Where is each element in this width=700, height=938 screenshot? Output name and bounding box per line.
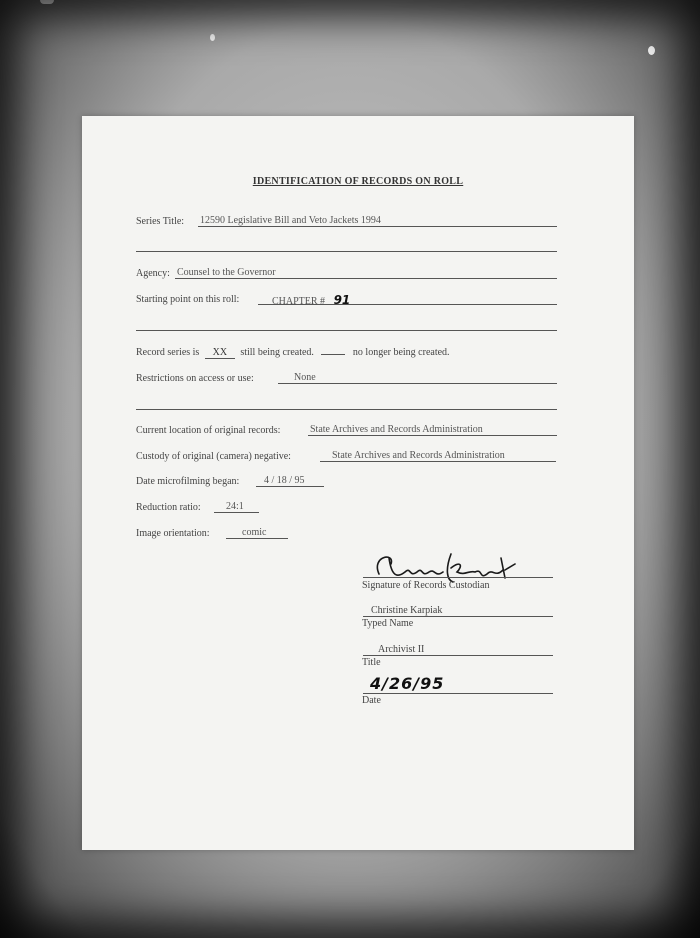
dust-speck xyxy=(648,46,655,55)
date-began-row xyxy=(136,476,239,487)
title-line xyxy=(363,655,553,656)
date-began-label: Date microfilming began: xyxy=(136,476,240,487)
restrictions-row xyxy=(136,373,254,384)
orientation-value: comic xyxy=(226,527,288,539)
title-caption: Title xyxy=(362,657,381,668)
starting-point-row xyxy=(136,294,239,305)
signature-caption: Signature of Records Custodian xyxy=(362,580,490,591)
record-series-prefix: Record series is xyxy=(136,347,200,358)
series-title-row xyxy=(136,216,184,227)
signature-line xyxy=(363,577,553,578)
typed-name-line xyxy=(363,616,553,617)
agency-value: Counsel to the Governor xyxy=(175,267,557,279)
typed-name-value: Christine Karpiak xyxy=(371,605,443,616)
reduction-label: Reduction ratio: xyxy=(136,502,201,513)
agency-row xyxy=(136,268,170,279)
date-line xyxy=(363,693,553,694)
current-location-value: State Archives and Records Administration xyxy=(308,424,557,436)
reduction-value: 24:1 xyxy=(214,501,259,513)
starting-point-handwritten: 91 xyxy=(333,293,351,307)
form-title: IDENTIFICATION OF RECORDS ON ROLL xyxy=(252,176,464,187)
record-series-no-longer: no longer being created. xyxy=(352,347,450,358)
custody-row xyxy=(136,451,291,462)
blank-line xyxy=(136,319,557,331)
custody-label: Custody of original (camera) negative: xyxy=(136,451,291,462)
current-location-row xyxy=(136,425,280,436)
starting-point-value xyxy=(258,293,557,305)
record-series-still: still being created. xyxy=(240,347,314,358)
agency-label: Agency: xyxy=(136,268,170,279)
record-series-mark: XX xyxy=(205,347,235,359)
record-series-row xyxy=(136,347,450,359)
current-location-label: Current location of original records: xyxy=(136,425,281,436)
typed-name-caption: Typed Name xyxy=(362,618,414,629)
records-form-sheet xyxy=(82,116,634,850)
date-began-value: 4 / 18 / 95 xyxy=(256,475,324,487)
starting-point-chapter: CHAPTER # xyxy=(272,296,326,307)
orientation-label: Image orientation: xyxy=(136,528,210,539)
dust-speck xyxy=(210,34,215,41)
blank-line xyxy=(136,398,557,410)
series-title-label: Series Title: xyxy=(136,216,185,227)
custody-value: State Archives and Records Administration xyxy=(320,450,556,462)
restrictions-value: None xyxy=(278,372,557,384)
series-title-value: 12590 Legislative Bill and Veto Jackets 1994 xyxy=(198,215,557,227)
dust-speck xyxy=(40,0,54,4)
starting-point-label: Starting point on this roll: xyxy=(136,294,240,305)
title-value: Archivist II xyxy=(378,644,425,655)
date-caption: Date xyxy=(362,695,381,706)
no-longer-blank xyxy=(321,354,345,355)
handwritten-date: 4/26/95 xyxy=(370,674,445,693)
reduction-row xyxy=(136,502,201,513)
orientation-row xyxy=(136,528,210,539)
restrictions-label: Restrictions on access or use: xyxy=(136,373,254,384)
blank-line xyxy=(136,240,557,252)
